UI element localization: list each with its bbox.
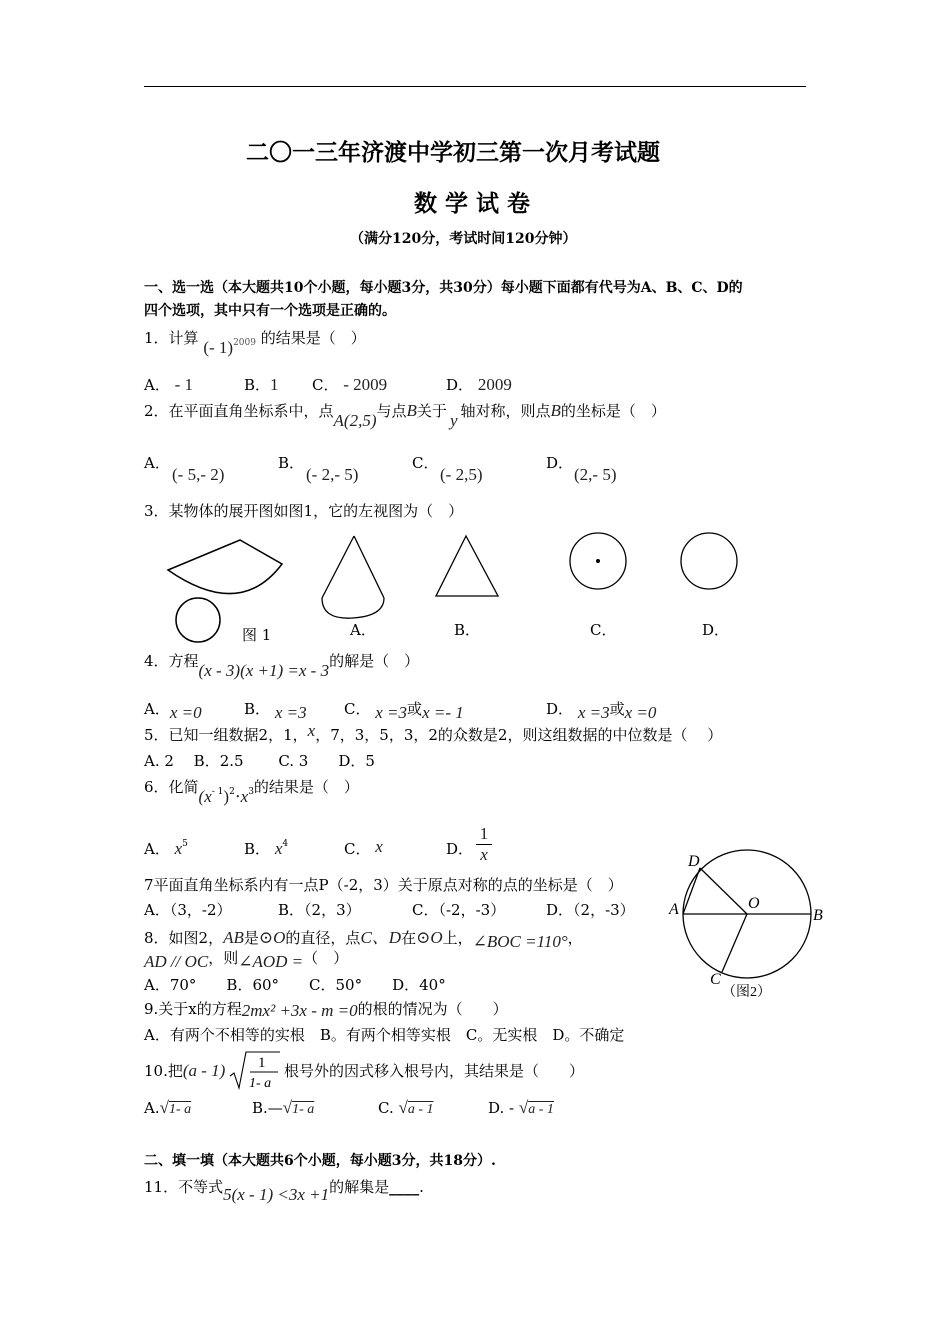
chord-ad	[683, 868, 700, 914]
q4-option-d: D． x =3或x =0	[546, 700, 657, 722]
q10-frac-den: 1- a	[249, 1076, 272, 1091]
q8-options: A．70° B．60° C．50° D．40°	[144, 976, 446, 994]
q7-option-a: A．（3，-2）	[144, 901, 232, 919]
q4-option-b: B． x =3	[244, 700, 307, 722]
q1-stem: 1．计算 (- 1)$^{2009}$ 的结果是（ ）	[144, 329, 366, 357]
q4-option-c: C． x =3或x =- 1	[344, 700, 464, 722]
q3-label-d: D．	[702, 621, 730, 639]
q6-stem: 6．化简$(x^{- 1})^2\cdot x^3$的结果是（ ）	[144, 778, 359, 806]
q11-answer-blank[interactable]: ____	[389, 1178, 420, 1196]
exam-note: （满分120分，考试时间120分钟）	[350, 231, 577, 247]
q9-stem: 9.关于x的方程2mx² +3x - m =0的根的情况为（ ）	[144, 1000, 508, 1020]
point-o-label: O	[748, 895, 760, 912]
q10-frac-num: 1	[258, 1055, 266, 1071]
q2-option-b: B． (- 2,- 5)	[278, 454, 359, 484]
q6-option-a: A． $x^5$	[144, 839, 188, 858]
q10-option-c: C. √a - 1	[378, 1098, 434, 1117]
q4-option-a: A．x =0	[144, 700, 202, 722]
radius-od	[700, 868, 747, 914]
point-b-label: B	[813, 907, 823, 924]
q6-option-d-fraction: 1 x	[476, 824, 492, 865]
header-rule	[144, 86, 806, 87]
q2-option-d: D． (2,- 5)	[546, 454, 617, 484]
section1-heading-line2: 四个选项，其中只有一个选项是正确的。	[144, 303, 396, 319]
q10-stem: 10.把(a - 1)	[144, 1061, 226, 1080]
option-d-circle	[681, 533, 737, 589]
q7-stem: 7平面直角坐标系内有一点P（-2，3）关于原点对称的点的坐标是（ ）	[144, 876, 623, 894]
q2-option-c: C． (- 2,5)	[412, 454, 483, 484]
q7-option-c: C．（-2，-3）	[412, 901, 506, 919]
q10-option-d: D. - √a - 1	[488, 1098, 554, 1117]
q6-option-c: C． x	[344, 837, 383, 858]
q5-stem: 5．已知一组数据2，1，x，7，3，5，3，2的众数是2，则这组数据的中位数是（ ）	[144, 721, 723, 744]
q11-stem: 11．不等式5(x - 1) <3x +1的解集是____.	[144, 1178, 424, 1204]
q10-option-a: A.√1- a	[144, 1098, 192, 1117]
q10-radical	[228, 1048, 282, 1092]
q3-label-c: C．	[590, 621, 617, 639]
q6-option-b: B． $x^4$	[244, 839, 289, 858]
radius-oc	[722, 914, 747, 972]
q7-option-b: B．（2，3）	[278, 901, 361, 919]
q1-option-a: A． - 1	[144, 375, 194, 394]
q1-expr: (- 1)	[203, 338, 234, 357]
option-a-cone	[322, 536, 384, 618]
q8-stem-line1: 8．如图2，AB是⊙O的直径，点C、D在⊙O上，∠BOC =110°，	[144, 928, 583, 951]
q2-option-a: A． (- 5,- 2)	[144, 454, 225, 484]
q1-option-d: D． 2009	[446, 375, 512, 394]
point-c-label: C	[710, 971, 721, 988]
q10-stem-b: 根号外的因式移入根号内，其结果是（ ）	[284, 1062, 585, 1080]
subject-title: 数学试卷	[414, 190, 538, 217]
sector-shape	[168, 540, 282, 594]
q3-label-b: B．	[454, 621, 481, 639]
q1-option-c: C． - 2009	[312, 375, 388, 394]
q2-stem: 2．在平面直角坐标系中，点A(2,5)与点B关于 y 轴对称，则点B的坐标是（ ）	[144, 401, 666, 430]
exam-title: 二〇一三年济渡中学初三第一次月考试题	[246, 139, 660, 166]
q6-expr: $(x^{- 1})^2\cdot x^3$	[198, 787, 254, 806]
q4-stem: 4．方程(x - 3)(x +1) =x - 3的解是（ ）	[144, 652, 420, 680]
point-a-label: A	[669, 901, 679, 918]
option-b-triangle	[436, 536, 498, 596]
figure2-circle-diagram	[666, 846, 832, 1006]
q7-option-d: D．（2，-3）	[546, 901, 635, 919]
section2-heading: 二、填一填（本大题共6个小题，每小题3分，共18分）.	[144, 1153, 496, 1169]
q9-options: A．有两个不相等的实根 B。有两个相等实根 C。无实根 D。不确定	[144, 1026, 625, 1044]
q8-stem-line2: AD // OC，则∠AOD =（ ）	[144, 949, 349, 971]
q1-option-b: B．1	[244, 375, 279, 394]
section1-heading-line1: 一、选一选（本大题共10个小题，每小题3分，共30分）每小题下面都有代号为A、B、C、D的	[144, 280, 743, 296]
q10-option-b: B.—√1- a	[252, 1098, 315, 1117]
q6-option-d: D．	[446, 840, 474, 858]
q3-label-a: A．	[350, 621, 376, 639]
q3-stem: 3．某物体的展开图如图1，它的左视图为（ ）	[144, 502, 464, 520]
base-circle	[176, 598, 220, 642]
q3-figures	[150, 528, 750, 648]
figure1-label: 图 1	[242, 626, 272, 644]
point-d-label: D	[688, 853, 700, 870]
figure2-label: （图2）	[722, 985, 771, 1000]
q5-options: A. 2 B．2.5 C. 3 D．5	[144, 752, 375, 770]
